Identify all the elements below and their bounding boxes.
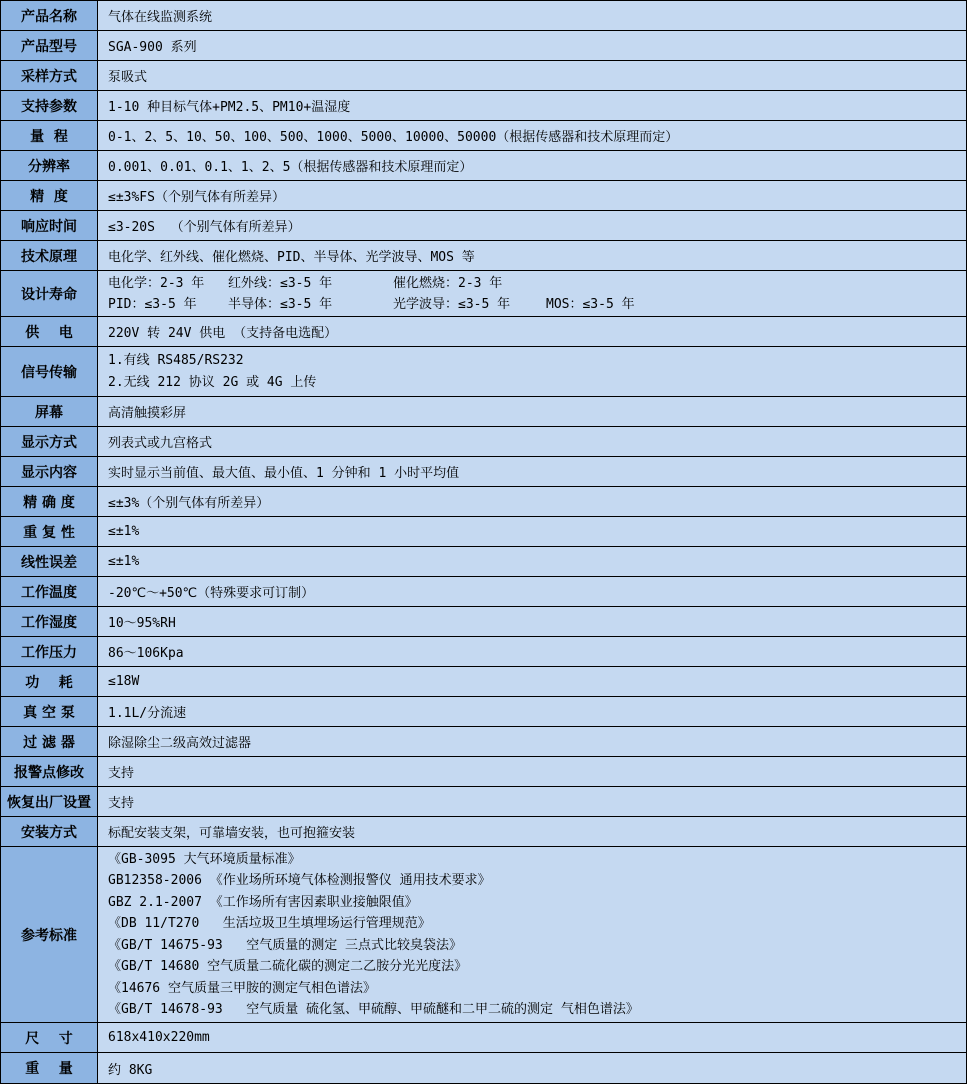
spec-row-display-content (1, 457, 966, 487)
value-power-supply: 220V 转 24V 供电 （支持备电选配） (98, 317, 966, 346)
spec-row-installation (1, 817, 966, 847)
spec-row-precision (1, 487, 966, 517)
spec-row-supported-params (1, 91, 966, 121)
value-tech-principle: 电化学、红外线、催化燃烧、PID、半导体、光学波导、MOS 等 (98, 241, 966, 270)
spec-row-factory-reset (1, 787, 966, 817)
standard-line: 《GB/T 14675-93 空气质量的测定 三点式比较臭袋法》 (108, 937, 463, 953)
label-vacuum-pump: 真 空 泵 (1, 697, 98, 726)
label-weight: 重 量 (1, 1053, 98, 1083)
label-design-life: 设计寿命 (1, 271, 98, 316)
spec-row-vacuum-pump (1, 697, 966, 727)
label-reference-standards: 参考标准 (1, 847, 98, 1022)
label-dimensions: 尺 寸 (1, 1023, 98, 1052)
label-operating-temp: 工作温度 (1, 577, 98, 606)
spec-row-operating-pressure (1, 637, 966, 667)
value-display-mode: 列表式或九宫格式 (98, 427, 966, 456)
value-design-life (98, 271, 966, 316)
spec-row-weight (1, 1053, 966, 1083)
design-life-pid: PID：≤3-5 年 (108, 296, 197, 312)
design-life-catalytic: 催化燃烧：2-3 年 (393, 275, 503, 291)
label-display-content: 显示内容 (1, 457, 98, 486)
value-vacuum-pump: 1.1L/分流速 (98, 697, 966, 726)
value-power-consumption: ≤18W (98, 667, 966, 696)
standard-line: 《GB/T 14680 空气质量二硫化碳的测定二乙胺分光光度法》 (108, 959, 468, 974)
value-weight: 约 8KG (98, 1053, 966, 1083)
signal-line-wired: 1.有线 RS485/RS232 (108, 352, 244, 368)
spec-row-repeatability (1, 517, 966, 547)
value-sampling-method: 泵吸式 (98, 61, 966, 90)
spec-row-filter (1, 727, 966, 757)
design-life-electrochemical: 电化学：2-3 年 (108, 275, 205, 291)
value-linearity-error: ≤±1% (98, 547, 966, 576)
standard-line: GB12358-2006 《作业场所环境气体检测报警仪 通用技术要求》 (108, 873, 491, 888)
spec-row-power-supply (1, 317, 966, 347)
value-alarm-point-modify: 支持 (98, 757, 966, 786)
spec-row-accuracy (1, 181, 966, 211)
value-screen: 高清触摸彩屏 (98, 397, 966, 426)
standard-line: 《14676 空气质量三甲胺的测定气相色谱法》 (108, 980, 376, 996)
standard-line: GBZ 2.1-2007 《工作场所有害因素职业接触限值》 (108, 894, 418, 910)
label-tech-principle: 技术原理 (1, 241, 98, 270)
value-supported-params: 1-10 种目标气体+PM2.5、PM10+温湿度 (98, 91, 966, 120)
spec-row-resolution (1, 151, 966, 181)
spec-row-alarm-point-modify (1, 757, 966, 787)
value-product-model: SGA-900 系列 (98, 31, 966, 60)
design-life-semiconductor: 半导体：≤3-5 年 (228, 296, 333, 312)
label-factory-reset: 恢复出厂设置 (1, 787, 98, 816)
value-repeatability: ≤±1% (98, 517, 966, 546)
label-display-mode: 显示方式 (1, 427, 98, 456)
label-signal-transmission: 信号传输 (1, 347, 98, 396)
label-precision: 精 确 度 (1, 487, 98, 516)
design-life-optical: 光学波导：≤3-5 年 (393, 296, 511, 312)
design-life-mos: MOS：≤3-5 年 (546, 296, 635, 312)
spec-row-power-consumption (1, 667, 966, 697)
label-product-model: 产品型号 (1, 31, 98, 60)
value-accuracy: ≤±3%FS（个别气体有所差异） (98, 181, 966, 210)
label-supported-params: 支持参数 (1, 91, 98, 120)
label-power-consumption: 功 耗 (1, 667, 98, 696)
spec-row-product-name (1, 1, 966, 31)
label-screen: 屏幕 (1, 397, 98, 426)
value-precision: ≤±3%（个别气体有所差异） (98, 487, 966, 516)
label-product-name: 产品名称 (1, 1, 98, 30)
label-linearity-error: 线性误差 (1, 547, 98, 576)
standard-line: 《DB 11/T270 生活垃圾卫生填埋场运行管理规范》 (108, 916, 431, 931)
value-operating-pressure: 86～106Kpa (98, 637, 966, 666)
label-installation: 安装方式 (1, 817, 98, 846)
spec-row-sampling-method (1, 61, 966, 91)
label-sampling-method: 采样方式 (1, 61, 98, 90)
value-installation: 标配安装支架，可靠墙安装，也可抱箍安装 (98, 817, 966, 846)
value-range: 0-1、2、5、10、50、100、500、1000、5000、10000、50000（根据传感器和技术原理而定） (98, 121, 966, 150)
spec-row-reference-standards (1, 847, 966, 1023)
value-resolution: 0.001、0.01、0.1、1、2、5（根据传感器和技术原理而定） (98, 151, 966, 180)
spec-row-operating-temp (1, 577, 966, 607)
label-range: 量 程 (1, 121, 98, 150)
label-operating-humidity: 工作湿度 (1, 607, 98, 636)
spec-row-response-time (1, 211, 966, 241)
spec-row-operating-humidity (1, 607, 966, 637)
value-response-time: ≤3-20S （个别气体有所差异） (98, 211, 966, 240)
value-product-name: 气体在线监测系统 (98, 1, 966, 30)
design-life-line1 (108, 273, 966, 294)
signal-line-wireless: 2.无线 212 协议 2G 或 4G 上传 (108, 374, 317, 390)
value-reference-standards (98, 847, 966, 1022)
value-display-content: 实时显示当前值、最大值、最小值、1 分钟和 1 小时平均值 (98, 457, 966, 486)
spec-row-signal-transmission (1, 347, 966, 397)
spec-row-design-life (1, 271, 966, 317)
label-filter: 过 滤 器 (1, 727, 98, 756)
label-response-time: 响应时间 (1, 211, 98, 240)
label-power-supply: 供 电 (1, 317, 98, 346)
value-factory-reset: 支持 (98, 787, 966, 816)
label-operating-pressure: 工作压力 (1, 637, 98, 666)
value-dimensions: 618x410x220mm (98, 1023, 966, 1052)
spec-row-screen (1, 397, 966, 427)
design-life-line2 (108, 294, 966, 315)
spec-row-range (1, 121, 966, 151)
spec-row-display-mode (1, 427, 966, 457)
label-repeatability: 重 复 性 (1, 517, 98, 546)
spec-row-tech-principle (1, 241, 966, 271)
standard-line: 《GB/T 14678-93 空气质量 硫化氢、甲硫醇、甲硫醚和二甲二硫的测定 气相色谱法》 (108, 1002, 639, 1017)
standard-line: 《GB-3095 大气环境质量标准》 (108, 851, 301, 867)
label-resolution: 分辨率 (1, 151, 98, 180)
value-operating-humidity: 10～95%RH (98, 607, 966, 636)
value-signal-transmission (98, 347, 966, 396)
spec-row-product-model (1, 31, 966, 61)
spec-row-dimensions (1, 1023, 966, 1053)
value-filter: 除湿除尘二级高效过滤器 (98, 727, 966, 756)
label-accuracy: 精 度 (1, 181, 98, 210)
design-life-infrared: 红外线：≤3-5 年 (228, 275, 333, 291)
value-operating-temp: -20℃～+50℃（特殊要求可订制） (98, 577, 966, 606)
label-alarm-point-modify: 报警点修改 (1, 757, 98, 786)
spec-row-linearity-error (1, 547, 966, 577)
